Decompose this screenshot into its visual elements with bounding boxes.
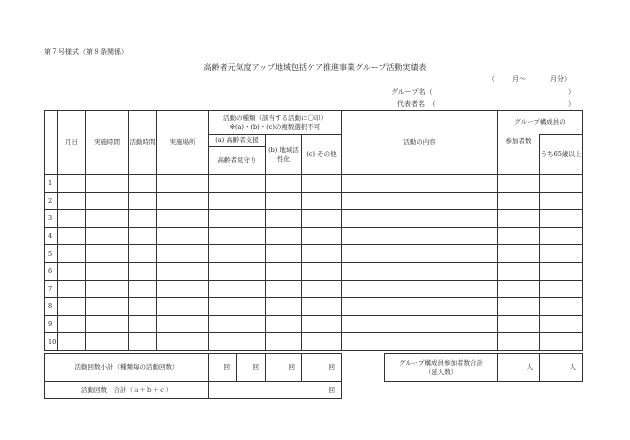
period-month-to: 月分）: [550, 75, 571, 83]
cell-location[interactable]: [157, 210, 209, 228]
cell-over65[interactable]: [540, 192, 583, 210]
cell-hours[interactable]: [86, 280, 129, 298]
row-number: 1: [45, 175, 58, 193]
table-row: [45, 298, 583, 316]
cell-date[interactable]: [58, 192, 86, 210]
cell-date[interactable]: [58, 280, 86, 298]
cell-hours[interactable]: [86, 298, 129, 316]
table-row: [45, 192, 583, 210]
row-number: 6: [45, 262, 58, 280]
cell-date[interactable]: [58, 315, 86, 333]
subtotal-a[interactable]: 回: [209, 354, 237, 382]
subtotal-a-sub[interactable]: 回: [237, 354, 266, 382]
member-over65-value[interactable]: 人: [540, 354, 583, 382]
cell-type-a[interactable]: [209, 333, 266, 351]
cell-location[interactable]: [157, 298, 209, 316]
cell-type-c[interactable]: [302, 333, 342, 351]
cell-type-a[interactable]: [209, 262, 266, 280]
cell-activity-hours[interactable]: [129, 280, 157, 298]
cell-type-c[interactable]: [302, 227, 342, 245]
cell-participants[interactable]: [498, 175, 540, 193]
row-number: 8: [45, 298, 58, 316]
row-number: 4: [45, 227, 58, 245]
header-location: 実施場所: [157, 111, 209, 175]
row-number: 3: [45, 210, 58, 228]
cell-type-a[interactable]: [209, 315, 266, 333]
header-content: 活動の内容: [342, 111, 498, 175]
cell-over65[interactable]: [540, 280, 583, 298]
total-label: 活動回数 合計（ａ＋ｂ＋ｃ）: [45, 382, 209, 399]
cell-location[interactable]: [157, 227, 209, 245]
header-blank: [45, 111, 58, 175]
period-month-from: 月～: [512, 75, 526, 83]
cell-location[interactable]: [157, 315, 209, 333]
row-number: 9: [45, 315, 58, 333]
activity-type-title: 活動の種類（該当する活動に〇印）: [223, 114, 327, 123]
row-number: 5: [45, 245, 58, 263]
cell-type-b[interactable]: [266, 315, 302, 333]
group-name-close: ）: [568, 88, 575, 96]
cell-location[interactable]: [157, 245, 209, 263]
header-date: 月日: [58, 111, 86, 175]
table-row: [45, 315, 583, 333]
cell-over65[interactable]: [540, 315, 583, 333]
header-participants: 参加者数: [498, 135, 540, 175]
cell-activity-hours[interactable]: [129, 315, 157, 333]
cell-participants[interactable]: [498, 315, 540, 333]
subtotal-b[interactable]: 回: [266, 354, 302, 382]
form-number: 第７号様式（第８条関係）: [44, 48, 128, 56]
header-type-a-sub: 高齢者見守り: [209, 147, 266, 175]
subtotal-label: 活動回数小計（種類毎の活動回数）: [45, 354, 209, 382]
cell-over65[interactable]: [540, 175, 583, 193]
page-title: 高齢者元気度アップ地域包括ケア推進事業グループ活動実績表: [203, 63, 427, 72]
row-number: 7: [45, 280, 58, 298]
cell-type-a[interactable]: [209, 298, 266, 316]
subtotal-table: [44, 353, 342, 399]
cell-type-b[interactable]: [266, 192, 302, 210]
cell-participants[interactable]: [498, 333, 540, 351]
subtotal-c[interactable]: 回: [302, 354, 342, 382]
period-open: （: [488, 75, 495, 83]
cell-activity-hours[interactable]: [129, 210, 157, 228]
cell-location[interactable]: [157, 262, 209, 280]
row-number: 2: [45, 192, 58, 210]
cell-type-c[interactable]: [302, 245, 342, 263]
table-row: [45, 262, 583, 280]
cell-activity-hours[interactable]: [129, 298, 157, 316]
cell-type-a[interactable]: [209, 210, 266, 228]
cell-participants[interactable]: [498, 298, 540, 316]
cell-content[interactable]: [342, 315, 498, 333]
table-row: [45, 227, 583, 245]
cell-type-b[interactable]: [266, 210, 302, 228]
cell-type-b[interactable]: [266, 262, 302, 280]
cell-content[interactable]: [342, 210, 498, 228]
cell-over65[interactable]: [540, 333, 583, 351]
cell-hours[interactable]: [86, 333, 129, 351]
table-row: [45, 333, 583, 351]
header-type-b: (b) 地域活性化: [266, 135, 302, 175]
cell-hours[interactable]: [86, 245, 129, 263]
cell-type-a[interactable]: [209, 192, 266, 210]
member-total-label: [385, 354, 498, 382]
row-number: 10: [45, 333, 58, 351]
cell-content[interactable]: [342, 298, 498, 316]
cell-type-c[interactable]: [302, 175, 342, 193]
cell-content[interactable]: [342, 245, 498, 263]
cell-date[interactable]: [58, 245, 86, 263]
cell-type-b[interactable]: [266, 175, 302, 193]
representative-close: ）: [568, 100, 575, 108]
cell-type-b[interactable]: [266, 245, 302, 263]
cell-over65[interactable]: [540, 245, 583, 263]
cell-type-c[interactable]: [302, 210, 342, 228]
cell-hours[interactable]: [86, 192, 129, 210]
cell-participants[interactable]: [498, 280, 540, 298]
representative-label: 代表者名 （: [397, 100, 436, 108]
activity-type-note: ※(a)・(b)・(c)の複数選択不可: [229, 122, 321, 131]
cell-type-c[interactable]: [302, 262, 342, 280]
cell-type-a[interactable]: [209, 280, 266, 298]
cell-date[interactable]: [58, 298, 86, 316]
cell-type-b[interactable]: [266, 280, 302, 298]
cell-participants[interactable]: [498, 227, 540, 245]
cell-activity-hours[interactable]: [129, 262, 157, 280]
cell-over65[interactable]: [540, 210, 583, 228]
cell-type-b[interactable]: [266, 227, 302, 245]
cell-content[interactable]: [342, 262, 498, 280]
cell-type-a[interactable]: [209, 175, 266, 193]
header-type-c: (c) その他: [302, 135, 342, 175]
table-row: [45, 210, 583, 228]
table-row: [45, 175, 583, 193]
cell-activity-hours[interactable]: [129, 192, 157, 210]
cell-participants[interactable]: [498, 262, 540, 280]
header-activity-hours: 活動時間: [129, 111, 157, 175]
cell-type-b[interactable]: [266, 333, 302, 351]
header-type-a: (a) 高齢者支援: [209, 135, 266, 147]
cell-activity-hours[interactable]: [129, 333, 157, 351]
header-members: グループ構成員の: [498, 111, 583, 135]
member-total-sub: （延人数）: [424, 367, 458, 376]
activity-table: [44, 110, 583, 351]
cell-participants[interactable]: [498, 245, 540, 263]
cell-activity-hours[interactable]: [129, 245, 157, 263]
cell-type-b[interactable]: [266, 298, 302, 316]
cell-type-c[interactable]: [302, 298, 342, 316]
cell-hours[interactable]: [86, 227, 129, 245]
cell-type-c[interactable]: [302, 315, 342, 333]
cell-participants[interactable]: [498, 210, 540, 228]
cell-date[interactable]: [58, 333, 86, 351]
cell-date[interactable]: [58, 227, 86, 245]
table-row: [45, 245, 583, 263]
group-name-label: グループ名（: [391, 88, 433, 96]
header-hours: 実施時間: [86, 111, 129, 175]
cell-over65[interactable]: [540, 262, 583, 280]
cell-over65[interactable]: [540, 298, 583, 316]
cell-hours[interactable]: [86, 175, 129, 193]
total-value[interactable]: 回: [209, 382, 342, 399]
member-total-table: [384, 353, 583, 382]
cell-date[interactable]: [58, 262, 86, 280]
cell-type-c[interactable]: [302, 280, 342, 298]
cell-content[interactable]: [342, 280, 498, 298]
cell-activity-hours[interactable]: [129, 227, 157, 245]
cell-location[interactable]: [157, 175, 209, 193]
cell-hours[interactable]: [86, 315, 129, 333]
cell-date[interactable]: [58, 175, 86, 193]
cell-type-c[interactable]: [302, 192, 342, 210]
cell-participants[interactable]: [498, 192, 540, 210]
member-total-title: グループ構成員参加者数合計: [399, 359, 483, 368]
cell-hours[interactable]: [86, 210, 129, 228]
cell-type-a[interactable]: [209, 227, 266, 245]
table-row: [45, 280, 583, 298]
header-activity-type: [209, 111, 342, 135]
cell-over65[interactable]: [540, 227, 583, 245]
cell-hours[interactable]: [86, 262, 129, 280]
header-over65: うち65歳以上: [540, 135, 583, 175]
cell-content[interactable]: [342, 333, 498, 351]
cell-location[interactable]: [157, 192, 209, 210]
cell-activity-hours[interactable]: [129, 175, 157, 193]
member-total-value[interactable]: 人: [498, 354, 540, 382]
cell-date[interactable]: [58, 210, 86, 228]
cell-location[interactable]: [157, 280, 209, 298]
cell-location[interactable]: [157, 333, 209, 351]
cell-content[interactable]: [342, 175, 498, 193]
cell-content[interactable]: [342, 227, 498, 245]
cell-type-a[interactable]: [209, 245, 266, 263]
cell-content[interactable]: [342, 192, 498, 210]
